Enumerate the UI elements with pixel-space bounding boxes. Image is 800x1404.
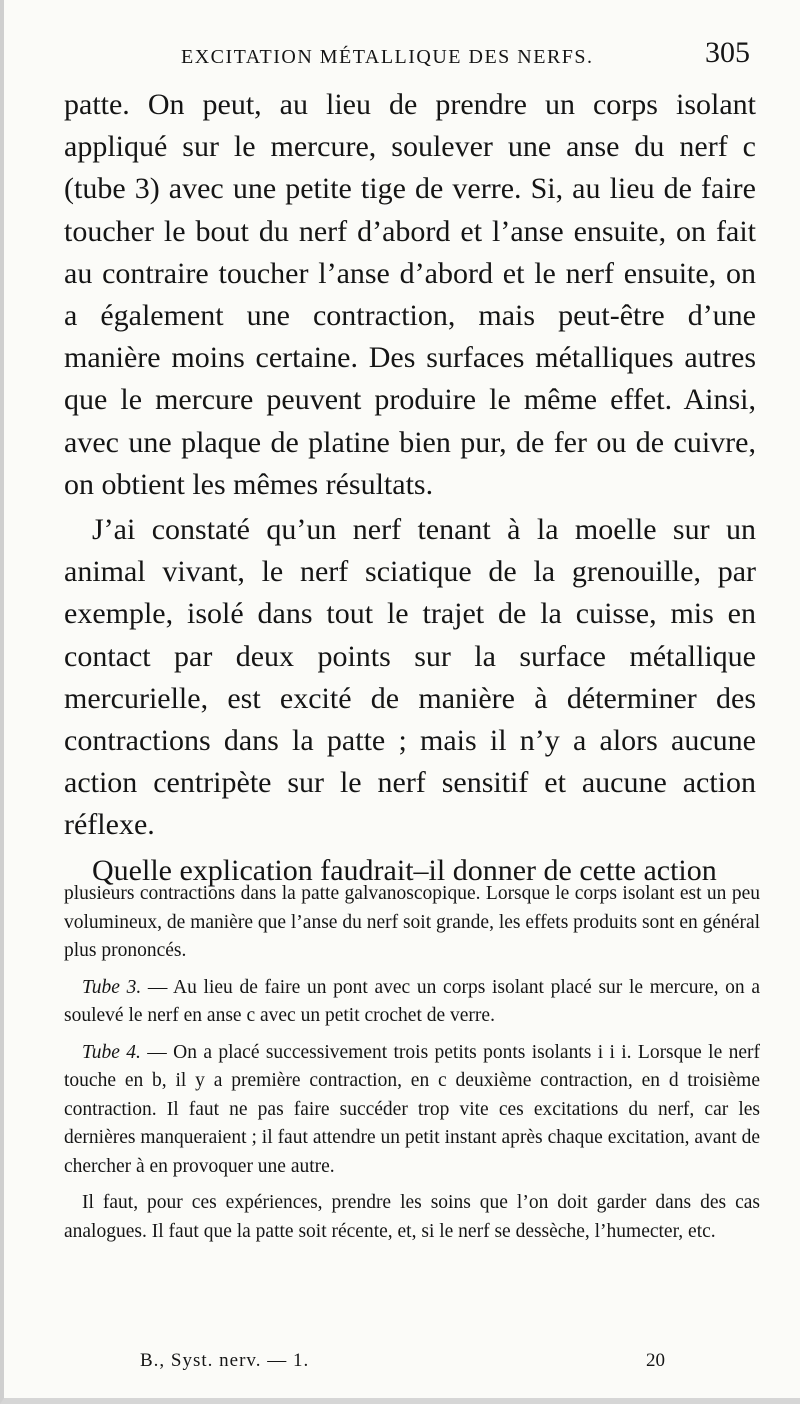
sheet-number: 20: [646, 1350, 665, 1371]
signature-mark: B., Syst. nerv. — 1.: [140, 1350, 310, 1371]
main-text: [64, 84, 756, 892]
running-title: EXCITATION MÉTALLIQUE DES NERFS.: [181, 46, 594, 68]
tube-label: Tube 4.: [82, 1041, 141, 1063]
footnote-text: — Au lieu de faire un pont avec un corps isolant placé sur le mercure, on a soulevé le nerf en anse c avec un petit crochet de verre.: [64, 976, 760, 1026]
footnote-paragraph: [64, 974, 760, 1031]
footnote-text: — On a placé successivement trois petits ponts isolants i i i. Lorsque le nerf touche en b, il y a première contraction, en c deuxième contraction, en d troisième contraction. Il faut ne pas faire succéder trop vite ces excitations du nerf, car les dernières manqueraient ; il faut attendre un petit instant après chaque excitation, avant de chercher à en provoquer une autre.: [64, 1041, 760, 1177]
footnote-paragraph: plusieurs contractions dans la patte galvanoscopique. Lorsque le corps isolant est un peu volumineux, de manière que l’anse du nerf soit grande, les effets produits sont en général plus prononcés.: [64, 883, 761, 961]
tube-label: Tube 3.: [82, 976, 142, 998]
page-number: 305: [705, 36, 750, 69]
paragraph: patte. On peut, au lieu de prendre un corps isolant appliqué sur le mercure, soulever une anse du nerf c (tube 3) avec une petite tige de verre. Si, au lieu de faire toucher le bout du nerf d’abord et l’anse ensuite, on fait au contraire toucher l’anse d’abord et le nerf ensuite, on a également une contraction, mais peut-être d’une manière moins certaine. Des surfaces métalliques autres que le mercure peuvent produire le même effet. Ainsi, avec une plaque de platine bien pur, de fer ou de cuivre, on obtient les mêmes résultats.: [64, 88, 756, 501]
footnote-paragraph: [64, 1039, 760, 1182]
footnotes: [64, 880, 760, 1246]
paragraph: J’ai constaté qu’un nerf tenant à la moelle sur un animal vivant, le nerf sciatique de la grenouille, par exemple, isolé dans tout le trajet de la cuisse, mis en contact par deux points sur la surface métallique mercurielle, est excité de manière à déterminer des contractions dans la patte ; mais il n’y a alors aucune action centripète sur le nerf sensitif et aucune action réflexe.: [64, 513, 756, 842]
paragraph: Quelle explication faudrait–il donner de cette action: [92, 853, 717, 887]
page-header: [66, 36, 750, 72]
page-footer: [64, 1350, 764, 1378]
footnote-paragraph: Il faut, pour ces expériences, prendre les soins que l’on doit garder dans des cas analogues. Il faut que la patte soit récente, et, si le nerf se dessèche, l’humecter, etc.: [64, 1192, 760, 1242]
